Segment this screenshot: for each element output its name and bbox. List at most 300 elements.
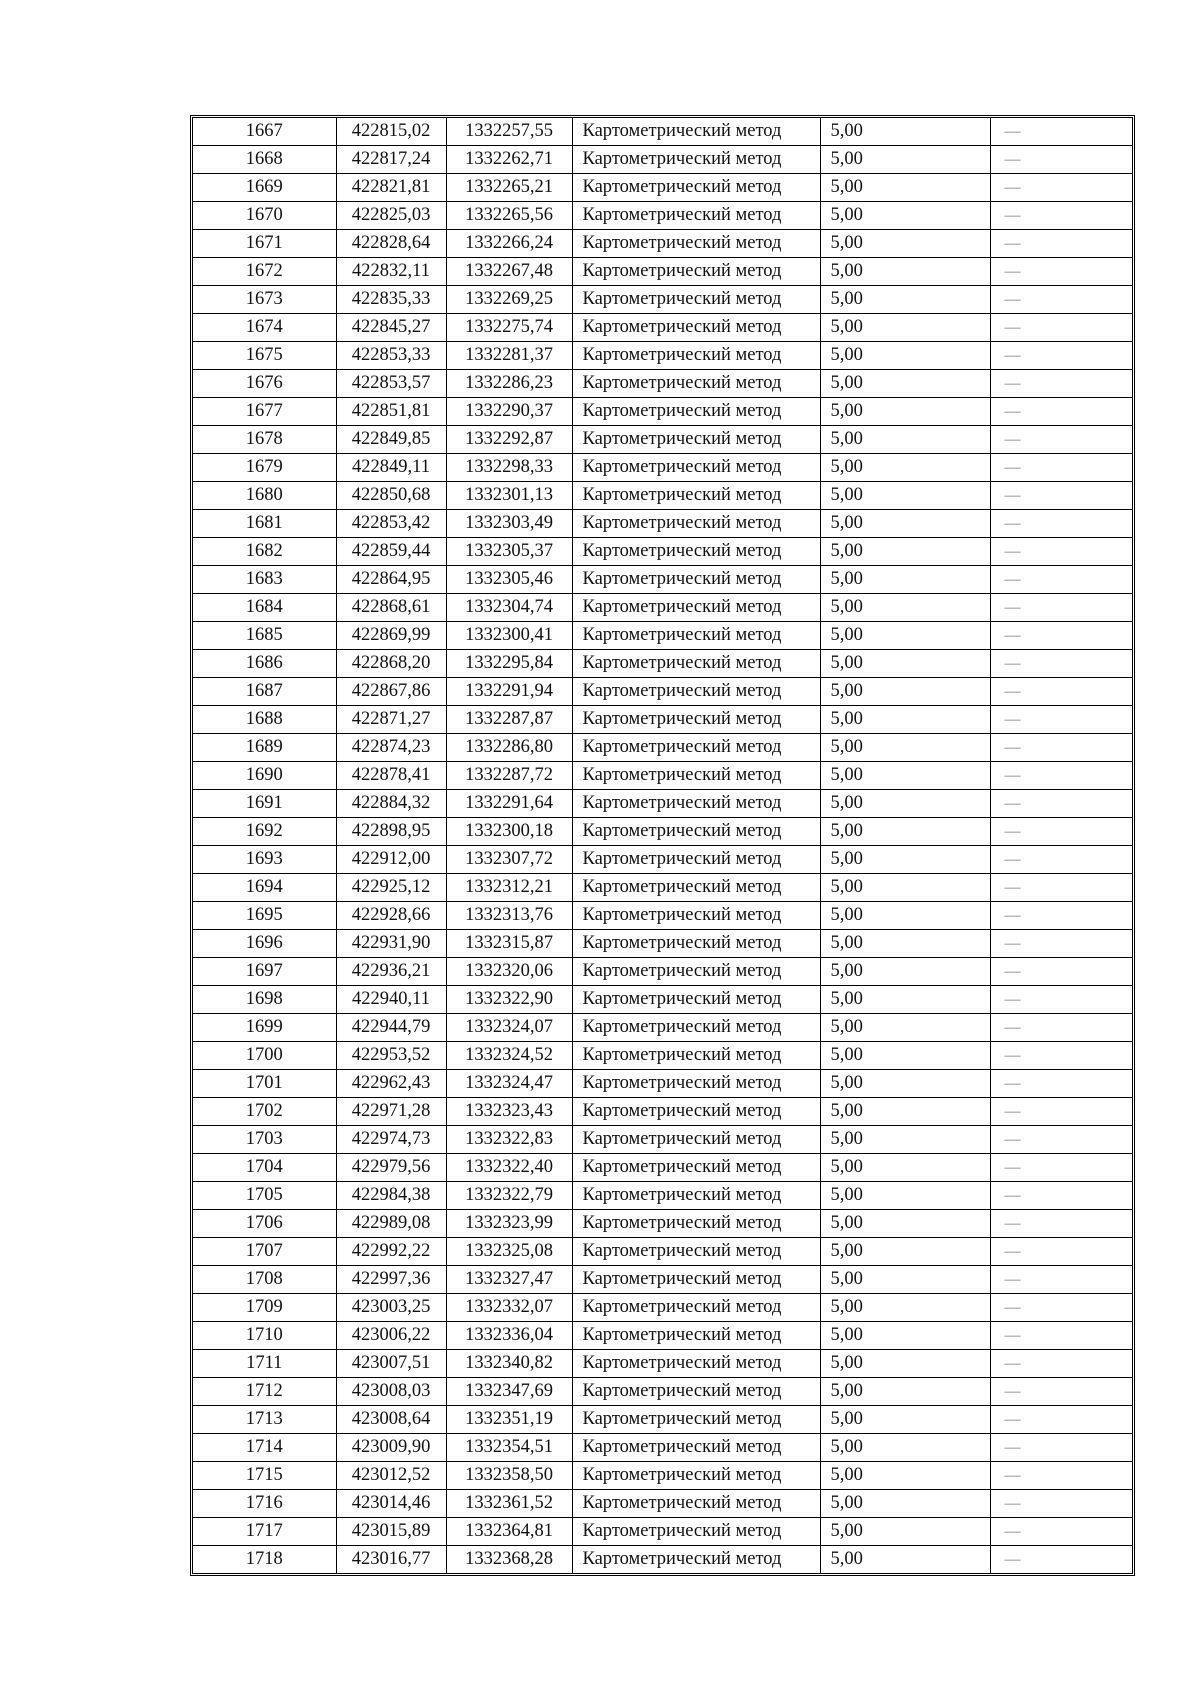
y-coordinate-cell: 1332295,84 xyxy=(446,650,572,678)
method-cell: Картометрический метод xyxy=(572,286,820,314)
method-cell: Картометрический метод xyxy=(572,734,820,762)
point-number-cell: 1713 xyxy=(193,1406,336,1434)
point-number-cell: 1715 xyxy=(193,1462,336,1490)
y-coordinate-cell: 1332347,69 xyxy=(446,1378,572,1406)
accuracy-cell: 5,00 xyxy=(820,1042,990,1070)
table-row xyxy=(193,566,1132,594)
point-number-cell: 1667 xyxy=(193,118,336,146)
y-coordinate-cell: 1332351,19 xyxy=(446,1406,572,1434)
accuracy-cell: 5,00 xyxy=(820,1238,990,1266)
y-coordinate-cell: 1332287,72 xyxy=(446,762,572,790)
table-row xyxy=(193,650,1132,678)
x-coordinate-cell: 422928,66 xyxy=(336,902,446,930)
y-coordinate-cell: 1332286,80 xyxy=(446,734,572,762)
table-row xyxy=(193,1462,1132,1490)
x-coordinate-cell: 422944,79 xyxy=(336,1014,446,1042)
point-number-cell: 1671 xyxy=(193,230,336,258)
accuracy-cell: 5,00 xyxy=(820,902,990,930)
method-cell: Картометрический метод xyxy=(572,1518,820,1546)
point-number-cell: 1668 xyxy=(193,146,336,174)
accuracy-cell: 5,00 xyxy=(820,1518,990,1546)
note-cell: — xyxy=(990,118,1132,146)
x-coordinate-cell: 423016,77 xyxy=(336,1546,446,1574)
method-cell: Картометрический метод xyxy=(572,398,820,426)
method-cell: Картометрический метод xyxy=(572,314,820,342)
accuracy-cell: 5,00 xyxy=(820,986,990,1014)
table-body xyxy=(193,118,1132,1573)
table-row xyxy=(193,1546,1132,1574)
table-row xyxy=(193,1294,1132,1322)
x-coordinate-cell: 423015,89 xyxy=(336,1518,446,1546)
table-row xyxy=(193,706,1132,734)
method-cell: Картометрический метод xyxy=(572,1350,820,1378)
y-coordinate-cell: 1332292,87 xyxy=(446,426,572,454)
note-cell: — xyxy=(990,510,1132,538)
point-number-cell: 1704 xyxy=(193,1154,336,1182)
note-cell: — xyxy=(990,874,1132,902)
x-coordinate-cell: 422912,00 xyxy=(336,846,446,874)
accuracy-cell: 5,00 xyxy=(820,146,990,174)
point-number-cell: 1684 xyxy=(193,594,336,622)
method-cell: Картометрический метод xyxy=(572,1378,820,1406)
accuracy-cell: 5,00 xyxy=(820,846,990,874)
note-cell: — xyxy=(990,1350,1132,1378)
x-coordinate-cell: 422974,73 xyxy=(336,1126,446,1154)
y-coordinate-cell: 1332291,94 xyxy=(446,678,572,706)
table-row xyxy=(193,482,1132,510)
y-coordinate-cell: 1332300,18 xyxy=(446,818,572,846)
point-number-cell: 1697 xyxy=(193,958,336,986)
y-coordinate-cell: 1332322,83 xyxy=(446,1126,572,1154)
point-number-cell: 1711 xyxy=(193,1350,336,1378)
y-coordinate-cell: 1332304,74 xyxy=(446,594,572,622)
method-cell: Картометрический метод xyxy=(572,594,820,622)
x-coordinate-cell: 422868,20 xyxy=(336,650,446,678)
method-cell: Картометрический метод xyxy=(572,790,820,818)
note-cell: — xyxy=(990,1518,1132,1546)
y-coordinate-cell: 1332336,04 xyxy=(446,1322,572,1350)
note-cell: — xyxy=(990,622,1132,650)
y-coordinate-cell: 1332340,82 xyxy=(446,1350,572,1378)
x-coordinate-cell: 422821,81 xyxy=(336,174,446,202)
note-cell: — xyxy=(990,230,1132,258)
method-cell: Картометрический метод xyxy=(572,846,820,874)
accuracy-cell: 5,00 xyxy=(820,202,990,230)
note-cell: — xyxy=(990,1014,1132,1042)
table-row xyxy=(193,314,1132,342)
x-coordinate-cell: 423006,22 xyxy=(336,1322,446,1350)
accuracy-cell: 5,00 xyxy=(820,762,990,790)
x-coordinate-cell: 422869,99 xyxy=(336,622,446,650)
accuracy-cell: 5,00 xyxy=(820,706,990,734)
x-coordinate-cell: 422825,03 xyxy=(336,202,446,230)
accuracy-cell: 5,00 xyxy=(820,1378,990,1406)
table-row xyxy=(193,1266,1132,1294)
method-cell: Картометрический метод xyxy=(572,1042,820,1070)
table-row xyxy=(193,118,1132,146)
note-cell: — xyxy=(990,818,1132,846)
accuracy-cell: 5,00 xyxy=(820,174,990,202)
point-number-cell: 1707 xyxy=(193,1238,336,1266)
method-cell: Картометрический метод xyxy=(572,510,820,538)
note-cell: — xyxy=(990,1266,1132,1294)
point-number-cell: 1690 xyxy=(193,762,336,790)
table-row xyxy=(193,1406,1132,1434)
point-number-cell: 1708 xyxy=(193,1266,336,1294)
table-row xyxy=(193,286,1132,314)
accuracy-cell: 5,00 xyxy=(820,1266,990,1294)
y-coordinate-cell: 1332267,48 xyxy=(446,258,572,286)
table-row xyxy=(193,342,1132,370)
table-row xyxy=(193,790,1132,818)
table-row xyxy=(193,1126,1132,1154)
table-row xyxy=(193,1098,1132,1126)
note-cell: — xyxy=(990,1210,1132,1238)
y-coordinate-cell: 1332332,07 xyxy=(446,1294,572,1322)
point-number-cell: 1694 xyxy=(193,874,336,902)
y-coordinate-cell: 1332324,52 xyxy=(446,1042,572,1070)
method-cell: Картометрический метод xyxy=(572,174,820,202)
y-coordinate-cell: 1332322,90 xyxy=(446,986,572,1014)
accuracy-cell: 5,00 xyxy=(820,566,990,594)
y-coordinate-cell: 1332320,06 xyxy=(446,958,572,986)
method-cell: Картометрический метод xyxy=(572,986,820,1014)
point-number-cell: 1703 xyxy=(193,1126,336,1154)
point-number-cell: 1695 xyxy=(193,902,336,930)
y-coordinate-cell: 1332287,87 xyxy=(446,706,572,734)
accuracy-cell: 5,00 xyxy=(820,314,990,342)
x-coordinate-cell: 422953,52 xyxy=(336,1042,446,1070)
method-cell: Картометрический метод xyxy=(572,482,820,510)
accuracy-cell: 5,00 xyxy=(820,286,990,314)
point-number-cell: 1701 xyxy=(193,1070,336,1098)
method-cell: Картометрический метод xyxy=(572,538,820,566)
point-number-cell: 1693 xyxy=(193,846,336,874)
x-coordinate-cell: 423012,52 xyxy=(336,1462,446,1490)
note-cell: — xyxy=(990,1238,1132,1266)
table-row xyxy=(193,1434,1132,1462)
y-coordinate-cell: 1332322,40 xyxy=(446,1154,572,1182)
y-coordinate-cell: 1332323,43 xyxy=(446,1098,572,1126)
note-cell: — xyxy=(990,146,1132,174)
table-row xyxy=(193,1490,1132,1518)
table-row xyxy=(193,1378,1132,1406)
method-cell: Картометрический метод xyxy=(572,1462,820,1490)
method-cell: Картометрический метод xyxy=(572,622,820,650)
table-row xyxy=(193,510,1132,538)
point-number-cell: 1672 xyxy=(193,258,336,286)
x-coordinate-cell: 422835,33 xyxy=(336,286,446,314)
method-cell: Картометрический метод xyxy=(572,1126,820,1154)
note-cell: — xyxy=(990,426,1132,454)
x-coordinate-cell: 423007,51 xyxy=(336,1350,446,1378)
method-cell: Картометрический метод xyxy=(572,202,820,230)
accuracy-cell: 5,00 xyxy=(820,1406,990,1434)
point-number-cell: 1714 xyxy=(193,1434,336,1462)
method-cell: Картометрический метод xyxy=(572,1434,820,1462)
accuracy-cell: 5,00 xyxy=(820,426,990,454)
point-number-cell: 1702 xyxy=(193,1098,336,1126)
table-row xyxy=(193,174,1132,202)
x-coordinate-cell: 422997,36 xyxy=(336,1266,446,1294)
note-cell: — xyxy=(990,734,1132,762)
method-cell: Картометрический метод xyxy=(572,1098,820,1126)
x-coordinate-cell: 422853,57 xyxy=(336,370,446,398)
method-cell: Картометрический метод xyxy=(572,1210,820,1238)
y-coordinate-cell: 1332305,46 xyxy=(446,566,572,594)
table-row xyxy=(193,1014,1132,1042)
note-cell: — xyxy=(990,1126,1132,1154)
accuracy-cell: 5,00 xyxy=(820,1154,990,1182)
method-cell: Картометрический метод xyxy=(572,678,820,706)
note-cell: — xyxy=(990,1098,1132,1126)
point-number-cell: 1675 xyxy=(193,342,336,370)
method-cell: Картометрический метод xyxy=(572,258,820,286)
x-coordinate-cell: 423009,90 xyxy=(336,1434,446,1462)
point-number-cell: 1710 xyxy=(193,1322,336,1350)
x-coordinate-cell: 422884,32 xyxy=(336,790,446,818)
y-coordinate-cell: 1332313,76 xyxy=(446,902,572,930)
note-cell: — xyxy=(990,790,1132,818)
note-cell: — xyxy=(990,1406,1132,1434)
method-cell: Картометрический метод xyxy=(572,762,820,790)
y-coordinate-cell: 1332266,24 xyxy=(446,230,572,258)
note-cell: — xyxy=(990,566,1132,594)
x-coordinate-cell: 422850,68 xyxy=(336,482,446,510)
y-coordinate-cell: 1332322,79 xyxy=(446,1182,572,1210)
table-row xyxy=(193,370,1132,398)
accuracy-cell: 5,00 xyxy=(820,1070,990,1098)
method-cell: Картометрический метод xyxy=(572,1182,820,1210)
table-row xyxy=(193,734,1132,762)
table-row xyxy=(193,398,1132,426)
y-coordinate-cell: 1332358,50 xyxy=(446,1462,572,1490)
accuracy-cell: 5,00 xyxy=(820,1350,990,1378)
method-cell: Картометрический метод xyxy=(572,1070,820,1098)
y-coordinate-cell: 1332265,56 xyxy=(446,202,572,230)
y-coordinate-cell: 1332275,74 xyxy=(446,314,572,342)
y-coordinate-cell: 1332265,21 xyxy=(446,174,572,202)
note-cell: — xyxy=(990,650,1132,678)
point-number-cell: 1677 xyxy=(193,398,336,426)
method-cell: Картометрический метод xyxy=(572,1266,820,1294)
x-coordinate-cell: 422940,11 xyxy=(336,986,446,1014)
method-cell: Картометрический метод xyxy=(572,454,820,482)
accuracy-cell: 5,00 xyxy=(820,1490,990,1518)
accuracy-cell: 5,00 xyxy=(820,1462,990,1490)
point-number-cell: 1678 xyxy=(193,426,336,454)
point-number-cell: 1705 xyxy=(193,1182,336,1210)
table-row xyxy=(193,622,1132,650)
y-coordinate-cell: 1332364,81 xyxy=(446,1518,572,1546)
table-row xyxy=(193,454,1132,482)
accuracy-cell: 5,00 xyxy=(820,510,990,538)
note-cell: — xyxy=(990,1042,1132,1070)
accuracy-cell: 5,00 xyxy=(820,398,990,426)
y-coordinate-cell: 1332307,72 xyxy=(446,846,572,874)
y-coordinate-cell: 1332325,08 xyxy=(446,1238,572,1266)
table-row xyxy=(193,1154,1132,1182)
point-number-cell: 1696 xyxy=(193,930,336,958)
method-cell: Картометрический метод xyxy=(572,230,820,258)
point-number-cell: 1682 xyxy=(193,538,336,566)
table-row xyxy=(193,202,1132,230)
point-number-cell: 1718 xyxy=(193,1546,336,1574)
note-cell: — xyxy=(990,902,1132,930)
method-cell: Картометрический метод xyxy=(572,1322,820,1350)
note-cell: — xyxy=(990,1070,1132,1098)
table-row xyxy=(193,426,1132,454)
point-number-cell: 1699 xyxy=(193,1014,336,1042)
accuracy-cell: 5,00 xyxy=(820,258,990,286)
y-coordinate-cell: 1332368,28 xyxy=(446,1546,572,1574)
x-coordinate-cell: 423014,46 xyxy=(336,1490,446,1518)
y-coordinate-cell: 1332324,07 xyxy=(446,1014,572,1042)
y-coordinate-cell: 1332262,71 xyxy=(446,146,572,174)
method-cell: Картометрический метод xyxy=(572,426,820,454)
x-coordinate-cell: 422925,12 xyxy=(336,874,446,902)
x-coordinate-cell: 422992,22 xyxy=(336,1238,446,1266)
x-coordinate-cell: 422979,56 xyxy=(336,1154,446,1182)
note-cell: — xyxy=(990,846,1132,874)
y-coordinate-cell: 1332303,49 xyxy=(446,510,572,538)
note-cell: — xyxy=(990,1490,1132,1518)
y-coordinate-cell: 1332327,47 xyxy=(446,1266,572,1294)
x-coordinate-cell: 422878,41 xyxy=(336,762,446,790)
accuracy-cell: 5,00 xyxy=(820,342,990,370)
method-cell: Картометрический метод xyxy=(572,902,820,930)
point-number-cell: 1685 xyxy=(193,622,336,650)
y-coordinate-cell: 1332301,13 xyxy=(446,482,572,510)
method-cell: Картометрический метод xyxy=(572,874,820,902)
point-number-cell: 1679 xyxy=(193,454,336,482)
table-row xyxy=(193,874,1132,902)
note-cell: — xyxy=(990,398,1132,426)
table-row xyxy=(193,762,1132,790)
x-coordinate-cell: 422989,08 xyxy=(336,1210,446,1238)
note-cell: — xyxy=(990,958,1132,986)
note-cell: — xyxy=(990,258,1132,286)
point-number-cell: 1717 xyxy=(193,1518,336,1546)
accuracy-cell: 5,00 xyxy=(820,678,990,706)
method-cell: Картометрический метод xyxy=(572,818,820,846)
method-cell: Картометрический метод xyxy=(572,706,820,734)
table-row xyxy=(193,230,1132,258)
method-cell: Картометрический метод xyxy=(572,1546,820,1574)
point-number-cell: 1712 xyxy=(193,1378,336,1406)
note-cell: — xyxy=(990,314,1132,342)
table-row xyxy=(193,986,1132,1014)
table-row xyxy=(193,1070,1132,1098)
table-row xyxy=(193,678,1132,706)
accuracy-cell: 5,00 xyxy=(820,454,990,482)
x-coordinate-cell: 422874,23 xyxy=(336,734,446,762)
note-cell: — xyxy=(990,1378,1132,1406)
point-number-cell: 1680 xyxy=(193,482,336,510)
accuracy-cell: 5,00 xyxy=(820,1546,990,1574)
note-cell: — xyxy=(990,762,1132,790)
x-coordinate-cell: 422859,44 xyxy=(336,538,446,566)
note-cell: — xyxy=(990,1434,1132,1462)
y-coordinate-cell: 1332361,52 xyxy=(446,1490,572,1518)
note-cell: — xyxy=(990,986,1132,1014)
x-coordinate-cell: 422984,38 xyxy=(336,1182,446,1210)
note-cell: — xyxy=(990,538,1132,566)
coordinates-table-frame xyxy=(190,115,1135,1576)
table-row xyxy=(193,538,1132,566)
x-coordinate-cell: 422962,43 xyxy=(336,1070,446,1098)
table-row xyxy=(193,1042,1132,1070)
y-coordinate-cell: 1332269,25 xyxy=(446,286,572,314)
point-number-cell: 1716 xyxy=(193,1490,336,1518)
y-coordinate-cell: 1332300,41 xyxy=(446,622,572,650)
table-row xyxy=(193,818,1132,846)
accuracy-cell: 5,00 xyxy=(820,1126,990,1154)
y-coordinate-cell: 1332324,47 xyxy=(446,1070,572,1098)
table-row xyxy=(193,594,1132,622)
note-cell: — xyxy=(990,202,1132,230)
y-coordinate-cell: 1332257,55 xyxy=(446,118,572,146)
accuracy-cell: 5,00 xyxy=(820,874,990,902)
note-cell: — xyxy=(990,1154,1132,1182)
method-cell: Картометрический метод xyxy=(572,1294,820,1322)
table-row xyxy=(193,146,1132,174)
x-coordinate-cell: 423008,03 xyxy=(336,1378,446,1406)
method-cell: Картометрический метод xyxy=(572,1014,820,1042)
x-coordinate-cell: 422931,90 xyxy=(336,930,446,958)
method-cell: Картометрический метод xyxy=(572,1406,820,1434)
method-cell: Картометрический метод xyxy=(572,930,820,958)
method-cell: Картометрический метод xyxy=(572,566,820,594)
method-cell: Картометрический метод xyxy=(572,958,820,986)
point-number-cell: 1689 xyxy=(193,734,336,762)
accuracy-cell: 5,00 xyxy=(820,230,990,258)
method-cell: Картометрический метод xyxy=(572,650,820,678)
point-number-cell: 1700 xyxy=(193,1042,336,1070)
point-number-cell: 1688 xyxy=(193,706,336,734)
point-number-cell: 1683 xyxy=(193,566,336,594)
note-cell: — xyxy=(990,930,1132,958)
note-cell: — xyxy=(990,1546,1132,1574)
method-cell: Картометрический метод xyxy=(572,370,820,398)
x-coordinate-cell: 422867,86 xyxy=(336,678,446,706)
accuracy-cell: 5,00 xyxy=(820,650,990,678)
y-coordinate-cell: 1332286,23 xyxy=(446,370,572,398)
note-cell: — xyxy=(990,1462,1132,1490)
accuracy-cell: 5,00 xyxy=(820,482,990,510)
note-cell: — xyxy=(990,706,1132,734)
note-cell: — xyxy=(990,594,1132,622)
note-cell: — xyxy=(990,342,1132,370)
point-number-cell: 1687 xyxy=(193,678,336,706)
accuracy-cell: 5,00 xyxy=(820,1294,990,1322)
table-row xyxy=(193,1350,1132,1378)
y-coordinate-cell: 1332290,37 xyxy=(446,398,572,426)
x-coordinate-cell: 422832,11 xyxy=(336,258,446,286)
table-row xyxy=(193,1322,1132,1350)
x-coordinate-cell: 422817,24 xyxy=(336,146,446,174)
table-row xyxy=(193,846,1132,874)
point-number-cell: 1681 xyxy=(193,510,336,538)
note-cell: — xyxy=(990,1294,1132,1322)
y-coordinate-cell: 1332305,37 xyxy=(446,538,572,566)
y-coordinate-cell: 1332298,33 xyxy=(446,454,572,482)
note-cell: — xyxy=(990,1182,1132,1210)
method-cell: Картометрический метод xyxy=(572,118,820,146)
x-coordinate-cell: 422853,42 xyxy=(336,510,446,538)
table-row xyxy=(193,930,1132,958)
table-row xyxy=(193,958,1132,986)
